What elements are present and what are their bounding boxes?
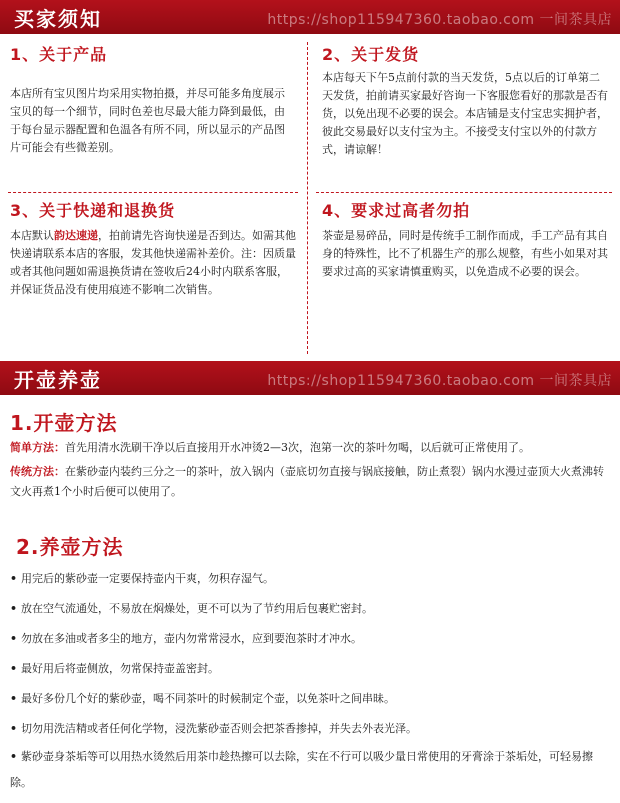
traditional-method-text: 在紫砂壶内装约三分之一的茶叶，放入锅内（壶底切勿直接与锅底接触，防止煮裂）锅内水漫过壶顶大火煮沸转文火再煮1个小时后便可以使用了。 bbox=[10, 465, 604, 498]
vertical-divider bbox=[307, 42, 308, 354]
list-item bbox=[10, 684, 610, 714]
notice-grid bbox=[0, 34, 620, 361]
yanghu-title: 2.养壶方法 bbox=[16, 535, 124, 559]
express-text-pre: 本店默认 bbox=[10, 229, 54, 242]
shop-watermark: https://shop115947360.taobao.com 一间茶具店 bbox=[267, 12, 612, 28]
kaihu-simple bbox=[10, 438, 610, 458]
horizontal-divider-left bbox=[8, 192, 298, 193]
express-text-post: ，拍前请先咨询快递是否到达。如需其他快递请联系本店的客服，发其他快递需补差价。注：因质量或者其他问题如需退换货请在签收后24小时内联系客服，并保证货品没有使用痕迹不影响二次销售。 bbox=[10, 229, 296, 296]
notice-shipping bbox=[322, 42, 610, 190]
buyer-notice-title: 买家须知 bbox=[14, 7, 102, 31]
tip-text: 最好多份几个好的紫砂壶，喝不同茶叶的时候制定个壶，以免茶叶之间串昧。 bbox=[21, 692, 396, 705]
kaihu-traditional bbox=[10, 462, 610, 502]
list-item bbox=[10, 594, 610, 624]
simple-method-label: 简单方法： bbox=[10, 441, 65, 454]
buyer-notice-banner bbox=[0, 0, 620, 34]
notice-express-title: 3、关于快递和退换货 bbox=[10, 201, 176, 220]
yanghu-tips bbox=[10, 564, 610, 796]
bullet-icon: • bbox=[10, 750, 18, 763]
notice-high-demand-text: 茶壶是易碎品，同时是传统手工制作而成，手工产品有其自身的特殊性，比不了机器生产的那么规整，有些小如果对其要求过高的买家请慎重购买，以免造成不必要的误会。 bbox=[322, 229, 608, 278]
traditional-method-label: 传统方法： bbox=[10, 465, 65, 478]
list-item bbox=[10, 564, 610, 594]
express-courier-highlight: 韵达速递 bbox=[54, 229, 98, 242]
notice-high-demand-title: 4、要求过高者勿拍 bbox=[322, 201, 471, 220]
shop-watermark-2: https://shop115947360.taobao.com 一间茶具店 bbox=[267, 373, 612, 389]
simple-method-text: 首先用清水洗刷干净以后直接用开水冲烫2—3次，泡第一次的茶叶勿喝，以后就可正常使用了。 bbox=[65, 441, 530, 454]
bullet-icon: • bbox=[10, 632, 18, 645]
bullet-icon: • bbox=[10, 572, 18, 585]
bullet-icon: • bbox=[10, 662, 18, 675]
notice-product bbox=[10, 42, 292, 190]
notice-high-demand bbox=[322, 198, 610, 358]
horizontal-divider-right bbox=[316, 192, 612, 193]
bullet-icon: • bbox=[10, 602, 18, 615]
bullet-icon: • bbox=[10, 692, 18, 705]
tip-text: 放在空气流通处，不易放在焖燥处，更不可以为了节约用后包裹贮密封。 bbox=[21, 602, 374, 615]
notice-express-text bbox=[10, 227, 298, 299]
list-item bbox=[10, 624, 610, 654]
list-item bbox=[10, 744, 610, 796]
tip-text: 勿放在多油或者多尘的地方，壶内勿常常浸水，应到要泡茶时才冲水。 bbox=[21, 632, 363, 645]
tip-text: 切勿用洗洁精或者任何化学物，浸洗紫砂壶否则会把茶香掺掉，并失去外表光泽。 bbox=[21, 722, 418, 735]
notice-express-returns bbox=[10, 198, 298, 358]
notice-shipping-title: 2、关于发货 bbox=[322, 45, 420, 64]
kaihu-block bbox=[10, 407, 610, 502]
notice-product-text: 本店所有宝贝图片均采用实物拍摄，并尽可能多角度展示宝贝的每一个细节，同时色差也尽最大能力降到最低，由于每台显示器配置和色温各有所不同，所以显示的产品图片可能会有些微差别。 bbox=[10, 87, 285, 154]
bullet-icon: • bbox=[10, 722, 18, 735]
pot-care-banner bbox=[0, 361, 620, 395]
tip-text: 最好用后将壶侧放，勿常保持壶盖密封。 bbox=[21, 662, 220, 675]
yanghu-block bbox=[10, 531, 610, 796]
kaihu-title: 1.开壶方法 bbox=[10, 411, 118, 435]
pot-care-title: 开壶养壶 bbox=[14, 368, 102, 392]
list-item bbox=[10, 714, 610, 744]
list-item bbox=[10, 654, 610, 684]
notice-product-title: 1、关于产品 bbox=[10, 45, 108, 64]
tip-text: 用完后的紫砂壶一定要保持壶内干爽，勿积存湿气。 bbox=[21, 572, 275, 585]
tip-text: 紫砂壶身茶垢等可以用热水烫然后用茶巾趁热擦可以去除，实在不行可以吸少量日常使用的牙膏涂于茶垢处，可轻易擦除。 bbox=[10, 750, 594, 789]
notice-shipping-text: 本店每天下午5点前付款的当天发货，5点以后的订单第二天发货，拍前请买家最好咨询一下客服您看好的那款是否有货，以免出现不必要的误会。本店铺是支付宝忠实拥护者，彼此交易最好以支付宝为主。不接受支付宝以外的付款方式，请谅解！ bbox=[322, 71, 608, 156]
